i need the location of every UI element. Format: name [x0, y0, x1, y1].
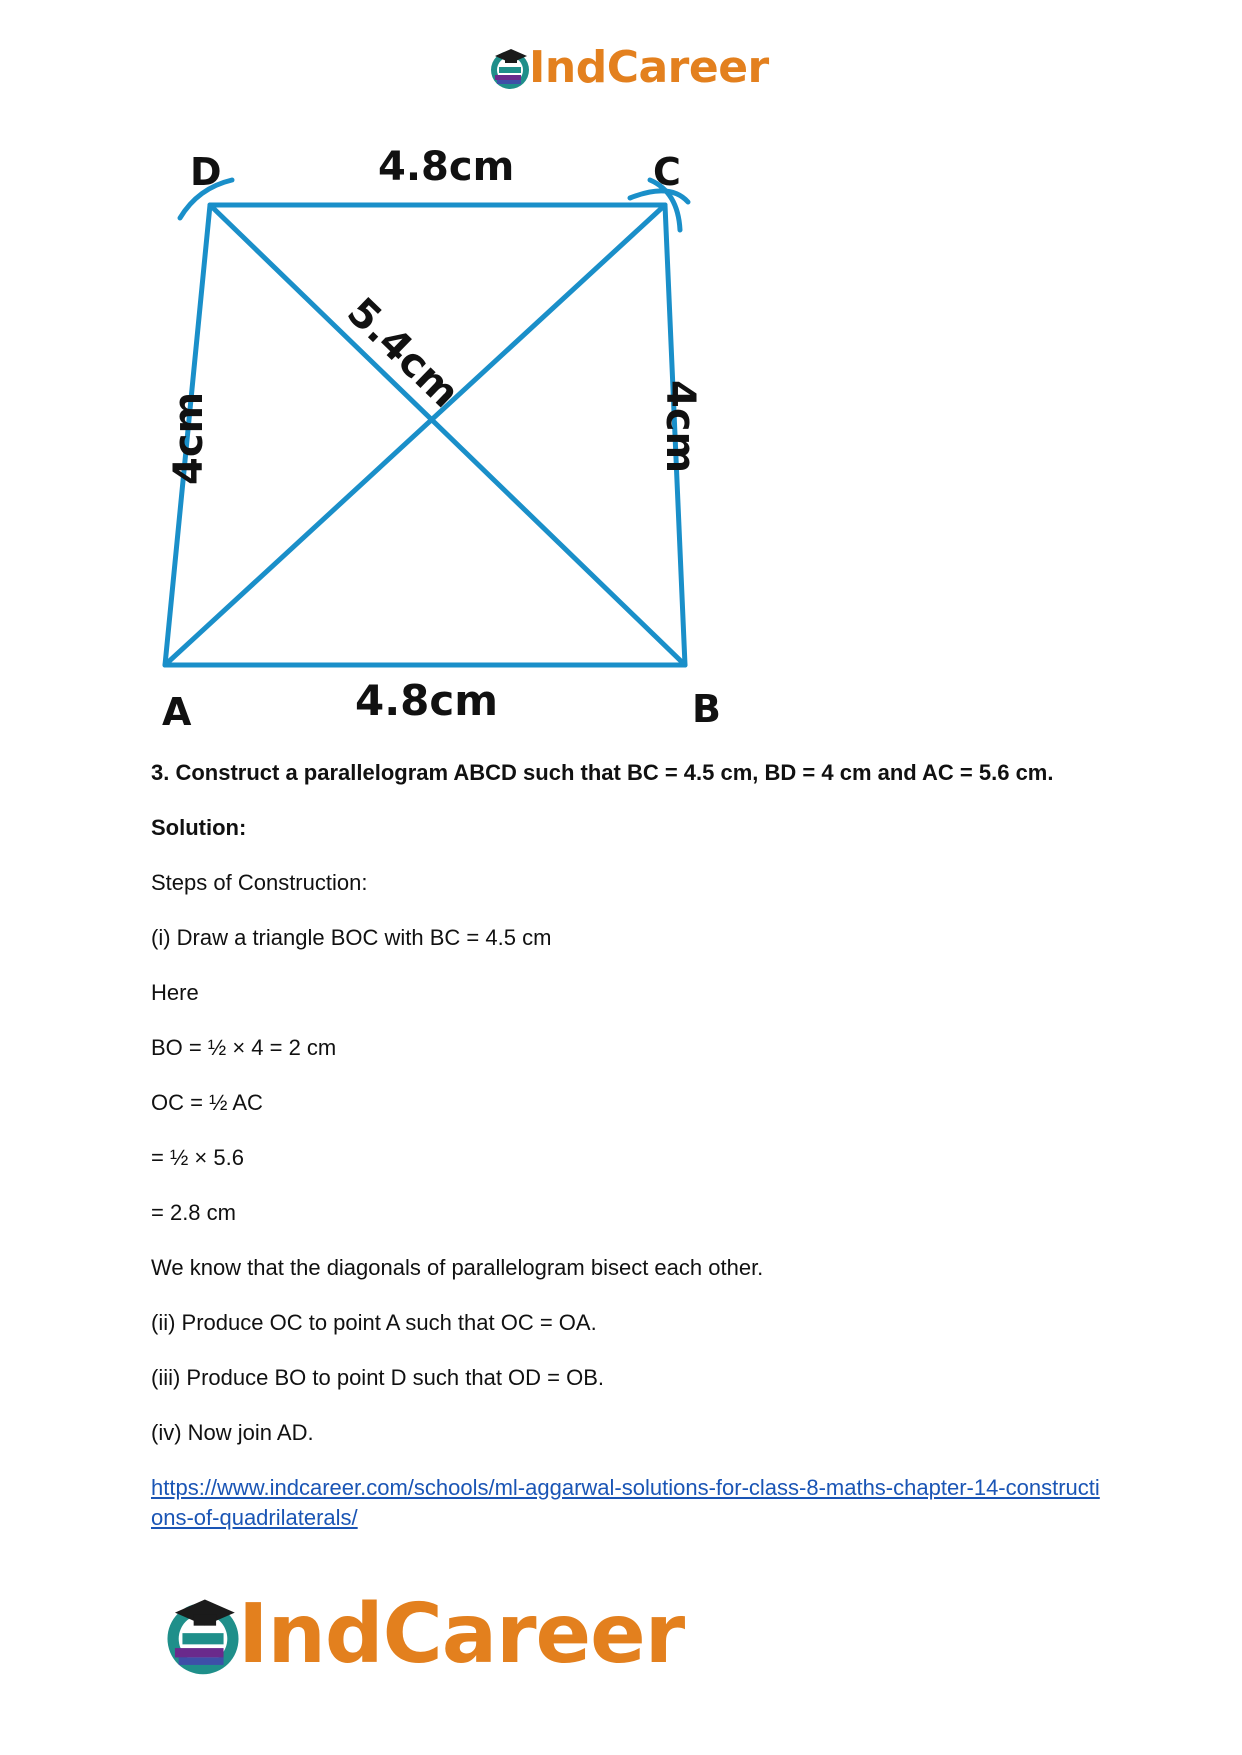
- header-logo: [487, 40, 769, 96]
- diagonal-ac: [165, 205, 665, 665]
- step-line: = 2.8 cm: [151, 1200, 236, 1225]
- right-side-label: 4cm: [657, 380, 703, 474]
- logo-text: IndCareer: [529, 42, 769, 93]
- step-line: BO = ½ × 4 = 2 cm: [151, 1035, 337, 1060]
- step-line: (iii) Produce BO to point D such that OD = OB.: [151, 1365, 605, 1390]
- step-line: We know that the diagonals of parallelogram bisect each other.: [151, 1255, 764, 1280]
- vertex-c-label: C: [653, 150, 681, 194]
- top-side-label: 4.8cm: [378, 144, 515, 190]
- step-line: (ii) Produce OC to point A such that OC = OA.: [151, 1310, 597, 1335]
- source-link[interactable]: https://www.indcareer.com/schools/ml-aggarwal-solutions-for-class-8-maths-chapter-14-constructions-of-quadrilaterals/: [151, 1475, 1100, 1530]
- logo-text: IndCareer: [238, 1587, 685, 1682]
- vertex-b-label: B: [692, 687, 721, 731]
- question-text: 3. Construct a parallelogram ABCD such that BC = 4.5 cm, BD = 4 cm and AC = 5.6 cm.: [151, 760, 1054, 785]
- step-line: = ½ × 5.6: [151, 1145, 244, 1170]
- parallelogram-figure: [150, 140, 800, 740]
- parallelogram-diagram: [150, 140, 800, 740]
- step-line: Here: [151, 980, 199, 1005]
- vertex-a-label: A: [162, 690, 192, 734]
- solution-content: [151, 758, 1101, 1533]
- diagonal-label: 5.4cm: [338, 289, 469, 417]
- left-side-label: 4cm: [166, 391, 212, 485]
- vertex-d-label: D: [190, 150, 222, 194]
- step-line: OC = ½ AC: [151, 1090, 263, 1115]
- footer-logo: [160, 1585, 684, 1685]
- solution-heading: Solution:: [151, 815, 247, 840]
- bottom-side-label: 4.8cm: [355, 676, 499, 725]
- step-line: (i) Draw a triangle BOC with BC = 4.5 cm: [151, 925, 552, 950]
- step-line: (iv) Now join AD.: [151, 1420, 314, 1445]
- graduation-globe-icon: [487, 45, 533, 91]
- step-line: Steps of Construction:: [151, 870, 368, 895]
- diagonal-db: [210, 205, 685, 665]
- graduation-globe-icon: [160, 1592, 246, 1678]
